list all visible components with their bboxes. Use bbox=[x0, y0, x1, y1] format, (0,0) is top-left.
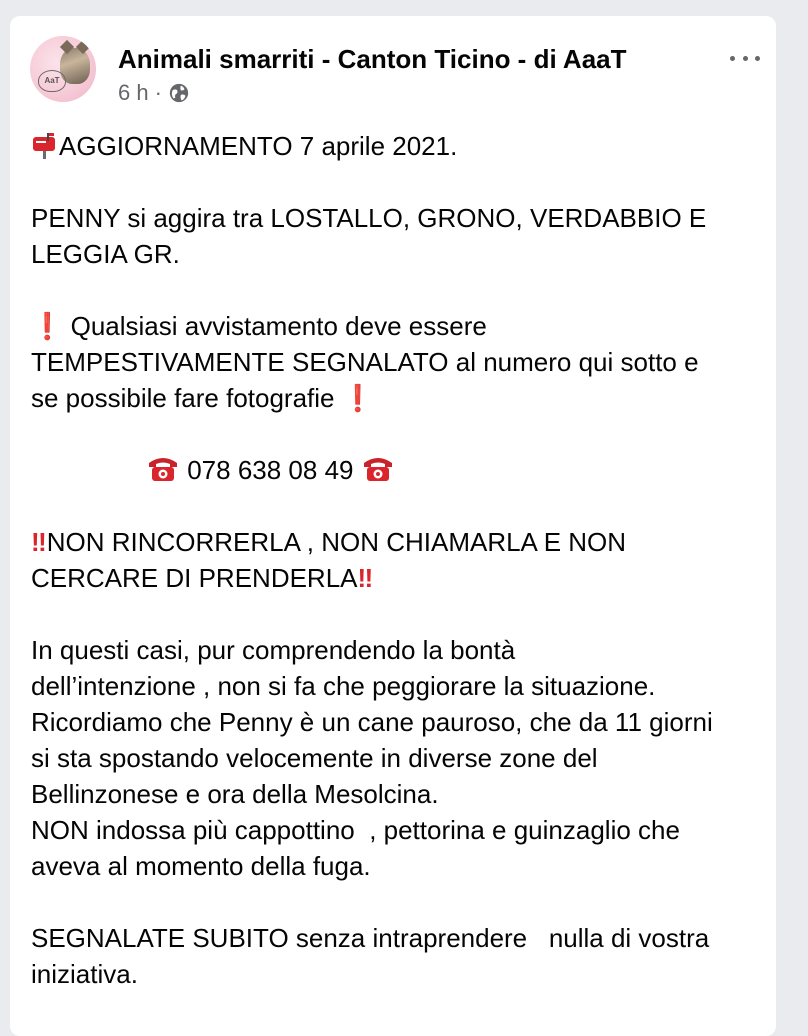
update-text: AGGIORNAMENTO 7 aprile 2021. bbox=[59, 131, 458, 161]
more-options-button[interactable] bbox=[730, 48, 760, 68]
more-dot bbox=[730, 56, 735, 61]
aaat-logo-icon: AaT bbox=[38, 70, 66, 92]
spacer bbox=[31, 164, 766, 200]
sighting-line-3 bbox=[31, 380, 766, 416]
exclamation-icon: ❗ bbox=[341, 383, 375, 413]
post-header bbox=[30, 36, 760, 106]
update-line bbox=[31, 128, 766, 164]
page-avatar[interactable] bbox=[30, 36, 96, 102]
sighting-line-2: TEMPESTIVAMENTE SEGNALATO al numero qui sotto e bbox=[31, 347, 699, 377]
warning-line-2 bbox=[31, 560, 766, 596]
mailbox-icon bbox=[31, 131, 57, 159]
post-card bbox=[10, 16, 776, 1036]
spacer bbox=[31, 596, 766, 632]
globe-icon[interactable] bbox=[168, 82, 190, 104]
sighting-text-3: se possibile fare fotografie bbox=[31, 383, 342, 413]
warning-line-1 bbox=[31, 524, 766, 560]
telephone-icon bbox=[361, 455, 395, 483]
page-name-link[interactable]: Animali smarriti - Canton Ticino - di AaaT bbox=[118, 44, 627, 74]
warning-text-1: NON RINCORRERLA , NON CHIAMARLA E NON bbox=[46, 527, 627, 557]
exclamation-icon: ❗ bbox=[31, 311, 64, 341]
sighting-line-1 bbox=[31, 308, 766, 344]
post-body bbox=[31, 128, 766, 992]
body-paragraph: In questi casi, pur comprendendo la bontà dell’intenzione , non si fa che peggiorare la situazione. Ricordiamo che Penny è un cane pauroso, che da 11 giorni si sta spostando velocemente in diverse zone del Bellinzonese e ora della Mesolcina. NON indossa più cappottino , pettorina e guinzaglio che aveva al momento della fuga. bbox=[31, 635, 713, 881]
more-dot bbox=[743, 56, 748, 61]
double-exclamation-icon: ‼ bbox=[31, 527, 47, 557]
post-timestamp[interactable]: 6 h bbox=[118, 80, 149, 105]
closing-line: SEGNALATE SUBITO senza intraprendere nulla di vostra iniziativa. bbox=[31, 923, 710, 989]
telephone-icon bbox=[146, 455, 180, 483]
sighting-intro: Qualsiasi avvistamento deve essere bbox=[70, 311, 487, 341]
more-dot bbox=[755, 56, 760, 61]
meta-separator: · bbox=[154, 80, 162, 105]
double-exclamation-icon: ‼ bbox=[357, 563, 374, 593]
warning-text-2: CERCARE DI PRENDERLA bbox=[31, 563, 358, 593]
phone-number[interactable]: 078 638 08 49 bbox=[180, 455, 361, 485]
spacer bbox=[31, 884, 766, 920]
phone-line bbox=[31, 452, 766, 488]
spacer bbox=[31, 272, 766, 308]
post-meta bbox=[118, 80, 190, 106]
location-line: PENNY si aggira tra LOSTALLO, GRONO, VERDABBIO E LEGGIA GR. bbox=[31, 203, 714, 269]
spacer bbox=[31, 488, 766, 524]
spacer bbox=[31, 416, 766, 452]
